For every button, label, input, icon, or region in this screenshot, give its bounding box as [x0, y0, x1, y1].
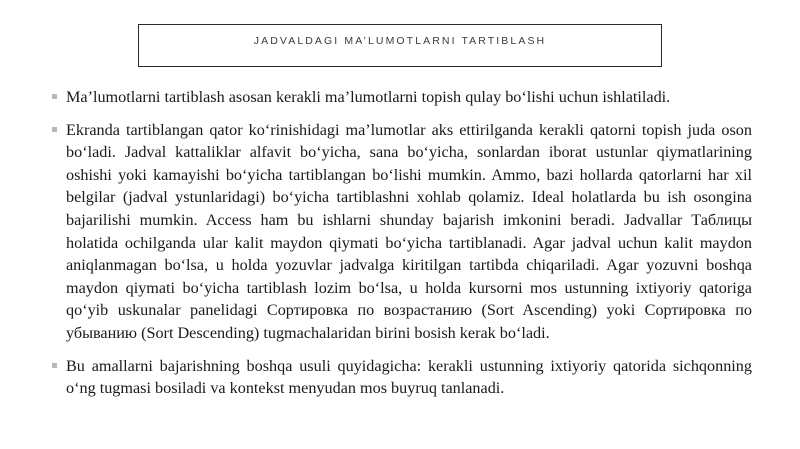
title-box — [138, 24, 662, 67]
bullet-item — [52, 119, 752, 345]
bullet-square-icon — [52, 127, 57, 132]
bullet-square-icon — [52, 94, 57, 99]
slide-content — [52, 86, 752, 410]
bullet-item — [52, 355, 752, 400]
bullet-item — [52, 86, 752, 109]
bullet-text: Bu amallarni bajarishning boshqa usuli quyidagicha: kerakli ustunning ixtiyoriy qatorida sichqonning o‘ng tugmasi bosiladi va kontekst menyudan mos buyruq tanlanadi. — [66, 356, 752, 398]
slide-title: JADVALDAGI MA’LUMOTLARNI TARTIBLASH — [253, 34, 547, 47]
bullet-square-icon — [52, 363, 57, 368]
bullet-text: Ma’lumotlarni tartiblash asosan kerakli ma’lumotlarni topish qulay bo‘lishi uchun ishlatiladi. — [66, 88, 671, 106]
bullet-text: Ekranda tartiblangan qator ko‘rinishidagi ma’lumotlar aks ettirilganda kerakli qatorni topish juda oson bo‘ladi. Jadval kattaliklar alfavit bo‘yicha, sana bo‘yicha, sonlardan iborat ustunlar qiymatlarining oshishi yoki kamayishi bo‘yicha tartiblangan bo‘lishi mumkin. Ammo, bazi hollarda qatorlarni har xil belgilar (jadval ystunlaridagi) bo‘yicha tartiblashni xohlab qolamiz. Ideal holatlarda bu ish osongina bajarilishi mumkin. Access ham bu ishlarni shunday bajarish imkonini beradi. Jadvallar Таблицы holatida ochilganda ular kalit maydon qiymati bo‘yicha tartiblanadi. Agar jadval uchun kalit maydon aniqlanmagan bo‘lsa, u holda yozuvlar jadvalga kiritilgan tartibda chiqariladi. Agar yozuvni boshqa maydon qiymati bo‘yicha tartiblash lozim bo‘lsa, u holda kursorni mos ustunning ixtiyoriy qatoriga qo‘yib uskunalar panelidagi Сортировка по возрастанию (Sort Ascending) yoki Сортировка по убыванию (Sort Descending) tugmachalaridan birini bosish kerak bo‘ladi. — [66, 120, 752, 342]
